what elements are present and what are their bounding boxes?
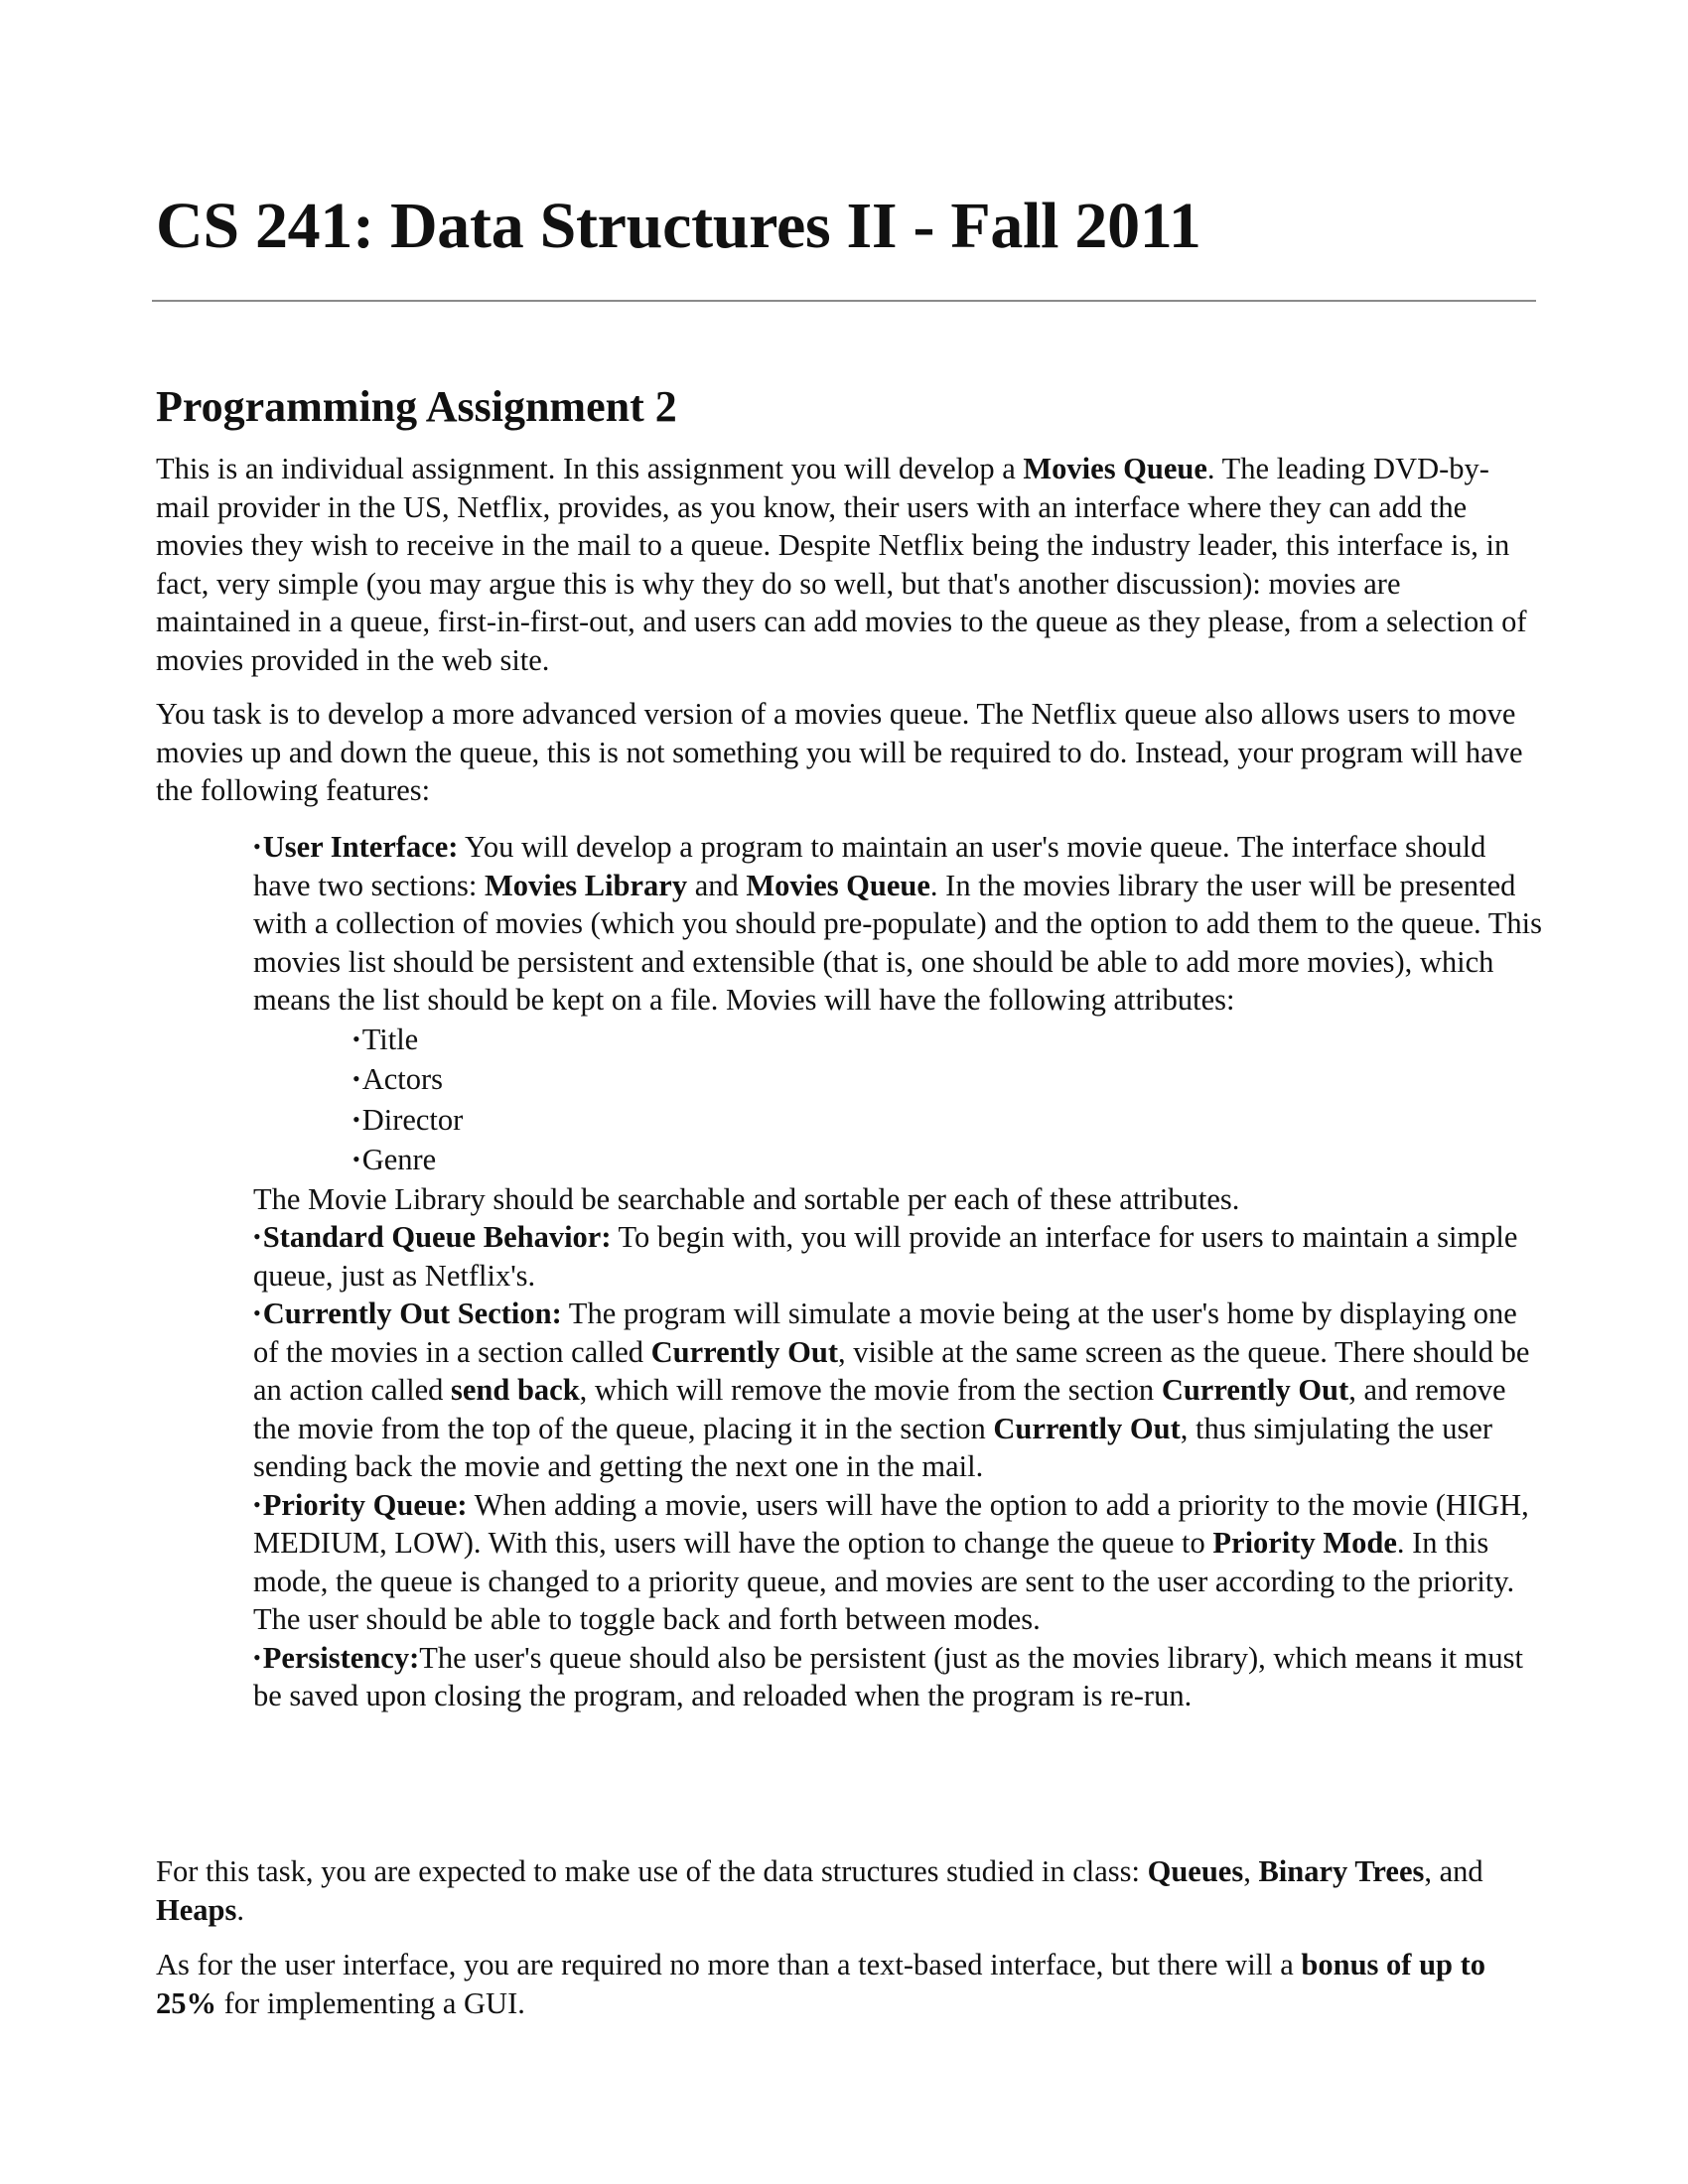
feature-label: Priority Queue: xyxy=(262,1487,468,1522)
paragraph-text: As for the user interface, you are required no more than a text-based interface, but there will a xyxy=(156,1948,1302,1981)
paragraph-text: For this task, you are expected to make use of the data structures studied in class: xyxy=(156,1854,1148,1888)
feature-text: . In the movies library the user will be presented with a collection of movies (which you should pre-populate) and the option to add them to the queue. This movies list should be persistent and extensible (that is, one should be able to add more movies), which means the list should be kept on a file. Movies will have the following attributes: xyxy=(253,868,1542,1017)
feature-text: You will develop a program to maintain an user's movie queue. The interface should have two sections: xyxy=(253,830,1486,902)
bold-binary-trees: Binary Trees xyxy=(1258,1854,1425,1888)
intro-text: . The leading DVD-by-mail provider in the US, Netflix, provides, as you know, their users with an interface where they can add the movies they wish to receive in the mail to a queue. Despite Netflix being the industry leader, this interface is, in fact, very simple (you may argue this is why they do so well, but that's another discussion): movies are maintained in a queue, first-in-first-out, and users can add movies to the queue as they please, from a selection of movies provided in the web site. xyxy=(156,452,1527,677)
feature-priority-queue xyxy=(253,1486,1544,1639)
intro-paragraph xyxy=(156,450,1536,679)
feature-text: , thus simjulating the user sending back the movie and getting the next one in the mail. xyxy=(253,1411,1493,1483)
bullet-icon: • xyxy=(253,1224,261,1249)
feature-text: To begin with, you will provide an interface for users to maintain a simple queue, just as Netflix's. xyxy=(253,1220,1518,1293)
bold-priority-mode: Priority Mode xyxy=(1212,1526,1397,1560)
bullet-icon: • xyxy=(352,1025,360,1051)
feature-text: The program will simulate a movie being at the user's home by displaying one of the movies in a section called xyxy=(253,1297,1517,1369)
feature-standard-queue xyxy=(253,1218,1544,1295)
attributes-list xyxy=(253,1020,1544,1180)
bold-currently-out: Currently Out xyxy=(993,1411,1181,1445)
feature-text: and xyxy=(687,868,747,902)
feature-text: When adding a movie, users will have the option to add a priority to the movie (HIGH, MEDIUM, LOW). With this, users will have the option to change the queue to xyxy=(253,1487,1529,1560)
bullet-icon: • xyxy=(253,1300,261,1325)
bold-queues: Queues xyxy=(1147,1854,1244,1888)
feature-currently-out xyxy=(253,1295,1544,1486)
feature-label: Currently Out Section: xyxy=(262,1297,562,1330)
intro-text: This is an individual assignment. In this assignment you will develop a xyxy=(156,452,1024,485)
page-title: CS 241: Data Structures II - Fall 2011 xyxy=(156,190,1201,262)
attribute-label: Genre xyxy=(361,1143,437,1176)
feature-text: . In this mode, the queue is changed to a priority queue, and movies are sent to the user according to the priority. The user should be able to toggle back and forth between modes. xyxy=(253,1526,1515,1636)
paragraph-text: . xyxy=(236,1892,244,1927)
feature-text: The user's queue should also be persistent (just as the movies library), which means it must be saved upon closing the program, and reloaded when the program is re-run. xyxy=(253,1640,1523,1712)
feature-label: User Interface: xyxy=(262,830,459,864)
bonus-paragraph xyxy=(156,1946,1536,2022)
data-structures-paragraph xyxy=(156,1852,1536,1929)
task-paragraph: You task is to develop a more advanced version of a movies queue. The Netflix queue also allows users to move movies up and down the queue, this is not something you will be required to do. Instead, your program will have the following features: xyxy=(156,697,1523,807)
paragraph-text: for implementing a GUI. xyxy=(216,1985,525,2020)
bold-movies-queue: Movies Queue xyxy=(746,868,930,902)
attribute-label: Director xyxy=(361,1102,464,1137)
feature-text: , visible at the same screen as the queue. There should be an action called xyxy=(253,1334,1530,1407)
paragraph-text: , and xyxy=(1424,1854,1483,1888)
feature-text: , which will remove the movie from the section xyxy=(579,1373,1162,1407)
bullet-icon: • xyxy=(253,1644,261,1670)
bold-bonus: bonus of up to 25% xyxy=(156,1948,1486,2020)
bullet-icon: • xyxy=(253,1491,261,1517)
feature-text: , and remove the movie from the top of the queue, placing it in the section xyxy=(253,1373,1506,1445)
bullet-icon: • xyxy=(253,834,261,859)
feature-label: Standard Queue Behavior: xyxy=(262,1220,612,1254)
bullet-icon: • xyxy=(352,1147,360,1171)
assignment-heading: Programming Assignment 2 xyxy=(156,382,677,431)
attribute-item xyxy=(352,1059,1544,1100)
feature-label: Persistency: xyxy=(262,1640,420,1675)
feature-user-interface xyxy=(253,828,1544,1020)
attribute-item xyxy=(352,1140,1544,1180)
bold-currently-out: Currently Out xyxy=(1161,1373,1349,1407)
attribute-item xyxy=(352,1020,1544,1060)
bold-movies-library: Movies Library xyxy=(484,868,688,902)
features-list xyxy=(253,828,1544,1715)
paragraph-text: , xyxy=(1243,1854,1259,1888)
intro-bold-movies-queue: Movies Queue xyxy=(1023,452,1207,485)
library-searchable-note: The Movie Library should be searchable and sortable per each of these attributes. xyxy=(253,1181,1240,1216)
attribute-label: Title xyxy=(361,1022,419,1056)
bold-currently-out: Currently Out xyxy=(650,1334,838,1369)
bullet-icon: • xyxy=(352,1106,360,1132)
bullet-icon: • xyxy=(352,1066,360,1091)
bold-heaps: Heaps xyxy=(156,1892,237,1927)
attribute-label: Actors xyxy=(361,1062,444,1096)
attribute-item xyxy=(352,1100,1544,1141)
feature-persistency xyxy=(253,1639,1544,1715)
bold-send-back: send back xyxy=(451,1373,580,1407)
horizontal-rule xyxy=(152,300,1536,302)
